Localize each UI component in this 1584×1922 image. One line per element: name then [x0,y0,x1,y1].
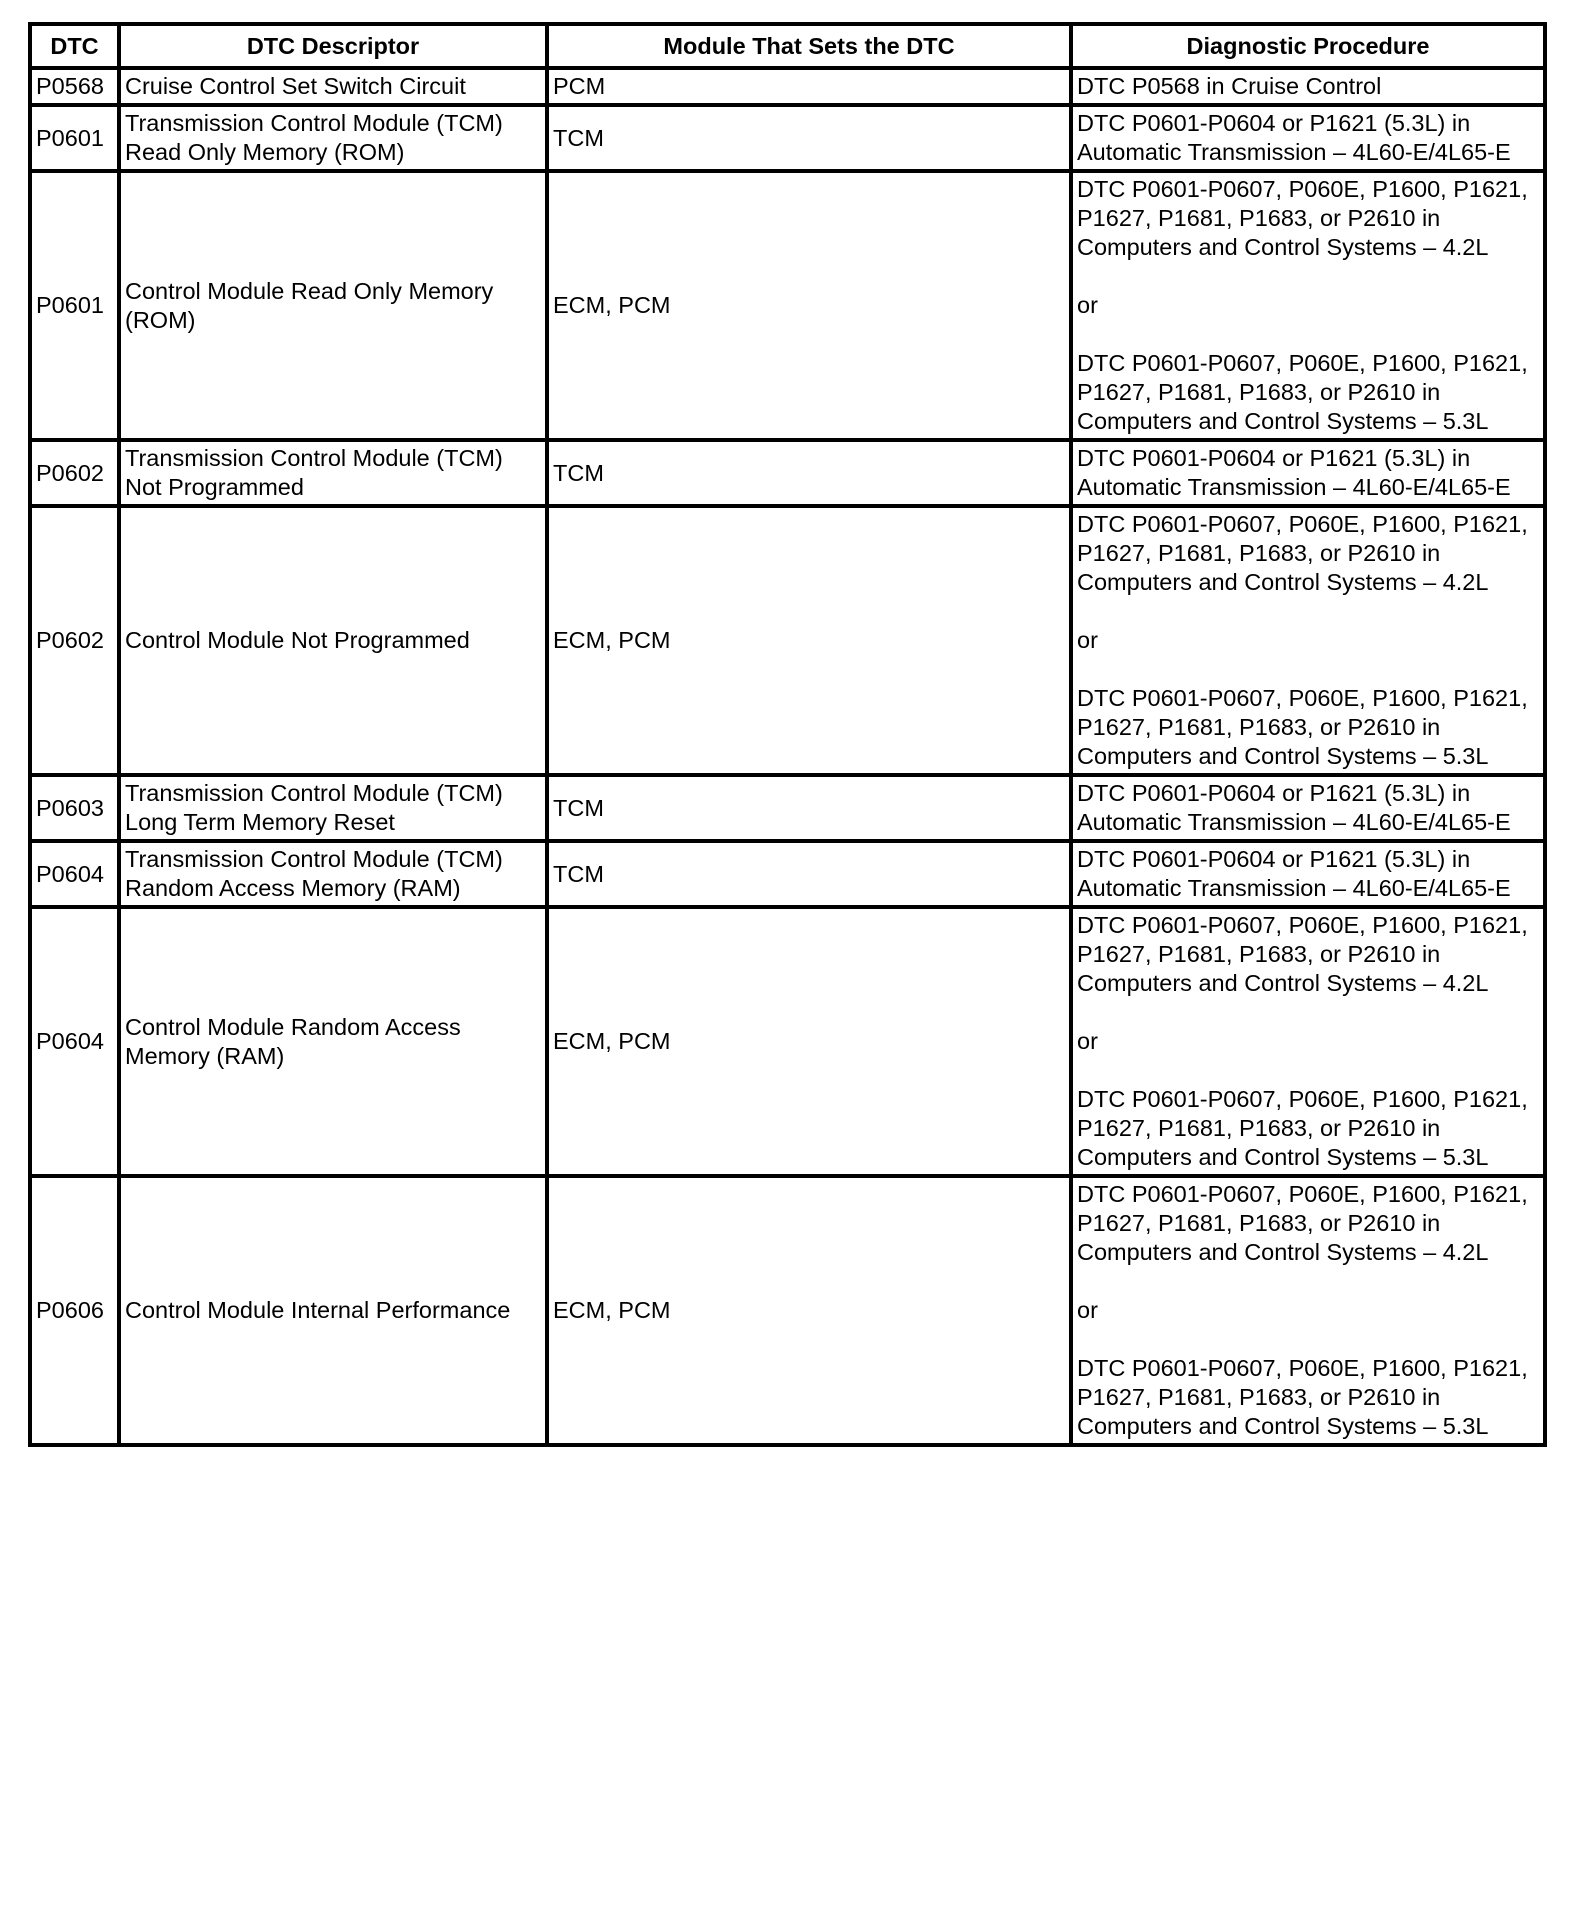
procedure-reference: DTC P0601-P0607, P060E, P1600, P1621, P1627, P1681, P1683, or P2610 in Computers and Control Systems – 5.3L [1077,685,1528,769]
dtc-descriptor: Control Module Internal Performance [119,1176,547,1445]
header-dtc: DTC [30,24,119,68]
dtc-code: P0604 [30,841,119,907]
diagnostic-procedure [1071,775,1545,841]
table-row [30,68,1545,105]
dtc-code: P0606 [30,1176,119,1445]
procedure-text [1077,779,1539,837]
diagnostic-procedure [1071,440,1545,506]
dtc-descriptor: Transmission Control Module (TCM) Long Term Memory Reset [119,775,547,841]
dtc-descriptor: Transmission Control Module (TCM) Read Only Memory (ROM) [119,105,547,171]
header-descriptor: DTC Descriptor [119,24,547,68]
header-module: Module That Sets the DTC [547,24,1071,68]
table-body [30,68,1545,1445]
header-procedure: Diagnostic Procedure [1071,24,1545,68]
table-row [30,171,1545,440]
procedure-or: or [1077,627,1098,653]
procedure-or: or [1077,1028,1098,1054]
table-row [30,1176,1545,1445]
diagnostic-procedure [1071,506,1545,775]
procedure-reference: DTC P0601-P0604 or P1621 (5.3L) in Automatic Transmission – 4L60-E/4L65-E [1077,780,1511,835]
dtc-descriptor: Control Module Not Programmed [119,506,547,775]
procedure-reference: DTC P0601-P0607, P060E, P1600, P1621, P1627, P1681, P1683, or P2610 in Computers and Control Systems – 5.3L [1077,1086,1528,1170]
dtc-code: P0603 [30,775,119,841]
dtc-descriptor: Control Module Read Only Memory (ROM) [119,171,547,440]
table-row [30,440,1545,506]
dtc-table [28,22,1547,1447]
setting-module: TCM [547,440,1071,506]
setting-module: TCM [547,841,1071,907]
table-row [30,841,1545,907]
procedure-text [1077,1180,1539,1441]
table-row [30,907,1545,1176]
procedure-reference: DTC P0601-P0607, P060E, P1600, P1621, P1627, P1681, P1683, or P2610 in Computers and Control Systems – 5.3L [1077,1355,1528,1439]
diagnostic-procedure [1071,841,1545,907]
dtc-code: P0601 [30,171,119,440]
diagnostic-procedure [1071,68,1545,105]
procedure-reference: DTC P0568 in Cruise Control [1077,73,1382,99]
table-row [30,506,1545,775]
dtc-code: P0601 [30,105,119,171]
table-row [30,775,1545,841]
dtc-code: P0602 [30,506,119,775]
procedure-or: or [1077,292,1098,318]
table-header-row [30,24,1545,68]
procedure-text [1077,72,1539,101]
procedure-text [1077,510,1539,771]
dtc-code: P0604 [30,907,119,1176]
procedure-reference: DTC P0601-P0604 or P1621 (5.3L) in Automatic Transmission – 4L60-E/4L65-E [1077,110,1511,165]
procedure-reference: DTC P0601-P0604 or P1621 (5.3L) in Automatic Transmission – 4L60-E/4L65-E [1077,846,1511,901]
setting-module: PCM [547,68,1071,105]
dtc-descriptor: Control Module Random Access Memory (RAM) [119,907,547,1176]
procedure-text [1077,444,1539,502]
procedure-reference: DTC P0601-P0607, P060E, P1600, P1621, P1627, P1681, P1683, or P2610 in Computers and Control Systems – 5.3L [1077,350,1528,434]
procedure-text [1077,175,1539,436]
setting-module: TCM [547,105,1071,171]
setting-module: TCM [547,775,1071,841]
dtc-descriptor: Transmission Control Module (TCM) Random Access Memory (RAM) [119,841,547,907]
dtc-code: P0568 [30,68,119,105]
procedure-text [1077,109,1539,167]
setting-module: ECM, PCM [547,1176,1071,1445]
table-row [30,105,1545,171]
dtc-code: P0602 [30,440,119,506]
procedure-reference: DTC P0601-P0607, P060E, P1600, P1621, P1627, P1681, P1683, or P2610 in Computers and Control Systems – 4.2L [1077,511,1528,595]
procedure-reference: DTC P0601-P0607, P060E, P1600, P1621, P1627, P1681, P1683, or P2610 in Computers and Control Systems – 4.2L [1077,912,1528,996]
procedure-or: or [1077,1297,1098,1323]
diagnostic-procedure [1071,1176,1545,1445]
procedure-reference: DTC P0601-P0604 or P1621 (5.3L) in Automatic Transmission – 4L60-E/4L65-E [1077,445,1511,500]
dtc-descriptor: Transmission Control Module (TCM) Not Programmed [119,440,547,506]
dtc-descriptor: Cruise Control Set Switch Circuit [119,68,547,105]
setting-module: ECM, PCM [547,171,1071,440]
diagnostic-procedure [1071,907,1545,1176]
procedure-reference: DTC P0601-P0607, P060E, P1600, P1621, P1627, P1681, P1683, or P2610 in Computers and Control Systems – 4.2L [1077,176,1528,260]
procedure-reference: DTC P0601-P0607, P060E, P1600, P1621, P1627, P1681, P1683, or P2610 in Computers and Control Systems – 4.2L [1077,1181,1528,1265]
diagnostic-procedure [1071,171,1545,440]
setting-module: ECM, PCM [547,506,1071,775]
setting-module: ECM, PCM [547,907,1071,1176]
diagnostic-procedure [1071,105,1545,171]
procedure-text [1077,845,1539,903]
procedure-text [1077,911,1539,1172]
